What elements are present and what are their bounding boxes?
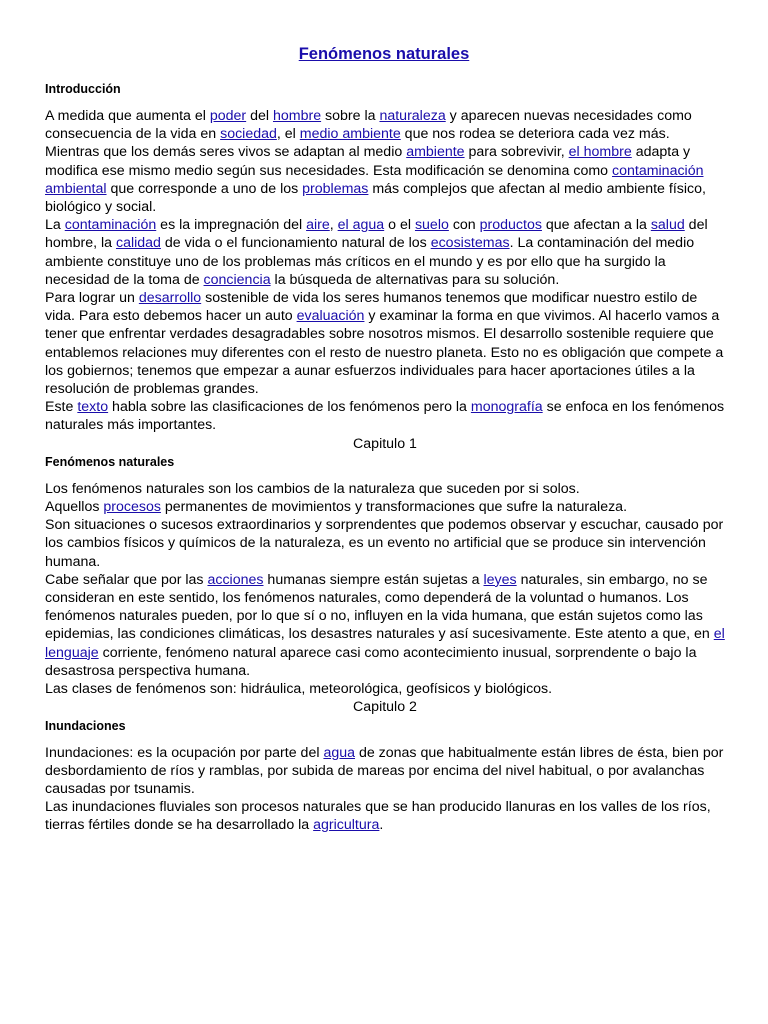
paragraph — [45, 680, 725, 698]
inline-link[interactable]: desarrollo — [138, 290, 202, 307]
inline-link[interactable]: acciones — [207, 571, 264, 588]
text-run: Este — [45, 399, 78, 416]
text-run: y examinar la forma en que vivimos. Al hacerlo vamos a tener que enfrentar verdades desagradables sobre nosotros mismos. El desarrollo sostenible requiere que entablemos relaciones muy diferentes con el resto de nuestro planeta. Esto no es obligación que compete a los gobiernos; tenemos que empezar a aunar esfuerzos individuales para hacer aportaciones útiles a la resolución de problemas grandes. — [45, 308, 724, 398]
inline-link[interactable]: problemas — [302, 180, 369, 197]
text-run: de zonas que habitualmente están libres de ésta, bien por desbordamiento de ríos y ramblas, por subida de mareas por encima del nivel habitual, o por avalanchas causadas por tsunamis. — [45, 744, 724, 797]
text-run: , el — [276, 126, 300, 143]
text-run: A medida que aumenta el — [45, 108, 210, 124]
paragraph — [45, 571, 725, 680]
text-run: , — [329, 217, 338, 234]
inline-link[interactable]: conciencia — [203, 271, 271, 288]
inline-link[interactable]: el hombre — [568, 144, 632, 161]
chapter-label: Capitulo 2 — [353, 699, 417, 716]
text-run: . La contaminación del medio ambiente constituye uno de los problemas más críticos en el mundo y es por ello que ha surgido la necesidad de la toma de — [45, 235, 695, 288]
paragraph — [45, 516, 725, 571]
inline-link[interactable]: contaminación ambiental — [45, 162, 704, 197]
text-run: Son situaciones o sucesos extraordinarios y sorprendentes que podemos observar y escuchar, causado por los cambios físicos y químicos de la naturaleza, es un evento no artificial que se produce sin intervención humana. — [45, 517, 724, 570]
inline-link[interactable]: agua — [323, 744, 355, 761]
paragraph — [45, 480, 725, 498]
text-run: Los fenómenos naturales son los cambios de la naturaleza que suceden por si solos. — [45, 480, 580, 497]
text-run: más complejos que afectan al medio ambiente físico, biológico y social. — [45, 180, 706, 216]
text-run: corriente, fenómeno natural aparece casi como acontecimiento inusual, sorprendente o bajo la desastrosa perspectiva humana. — [45, 644, 697, 679]
inline-link[interactable]: procesos — [103, 499, 161, 516]
paragraph — [45, 398, 725, 434]
inline-link[interactable]: evaluación — [296, 308, 365, 325]
paragraph — [45, 744, 725, 799]
page-title — [0, 45, 768, 64]
inline-link[interactable]: monografía — [470, 399, 543, 416]
inline-link[interactable]: hombre — [272, 108, 322, 124]
text-run: Las clases de fenómenos son: hidráulica, meteorológica, geofísicos y biológicos. — [45, 681, 553, 698]
inline-link[interactable]: ambiente — [406, 144, 465, 161]
paragraph — [45, 289, 725, 398]
text-run: del — [246, 108, 273, 124]
text-run: la búsqueda de alternativas para su solución. — [270, 271, 560, 288]
text-run: que afectan a la — [541, 217, 651, 234]
paragraph — [45, 107, 725, 216]
text-run: de vida o el funcionamiento natural de los — [160, 235, 431, 252]
text-run: naturales, sin embargo, no se consideran en este sentido, los fenómenos naturales, como dependerá de la voluntad o humanos. Los fenómenos naturales pueden, por lo que sí o no, influyen en la vida humana, que están sujetos como las epidemias, las condiciones climáticas, los desastres naturales y así sucesivamente. Este atento a que, en — [45, 571, 714, 643]
paragraph — [45, 216, 725, 289]
text-run: Aquellos — [45, 499, 104, 516]
section-heading: Introducción — [45, 82, 121, 96]
text-run: que nos rodea se deteriora cada vez más. Mientras que los demás seres vivos se adaptan al medio — [45, 126, 670, 161]
text-run: permanentes de movimientos y transformaciones que sufre la naturaleza. — [160, 499, 628, 516]
section-heading: Inundaciones — [45, 718, 126, 733]
text-run: Las inundaciones fluviales son procesos naturales que se han producido llanuras en los valles de los ríos, tierras fértiles donde se ha desarrollado la — [45, 799, 711, 834]
section-heading: Fenómenos naturales — [45, 454, 175, 469]
text-run: sobre la — [321, 108, 380, 124]
inline-link[interactable]: suelo — [414, 217, 449, 234]
text-run: Cabe señalar que por las — [45, 571, 208, 588]
heading-spacer — [45, 471, 725, 480]
inline-link[interactable]: leyes — [483, 571, 517, 588]
inline-link[interactable]: sociedad — [220, 126, 277, 143]
inline-link[interactable]: el agua — [337, 217, 385, 234]
inline-link[interactable]: el lenguaje — [45, 626, 725, 661]
text-run: humanas siempre están sujetas a — [263, 571, 484, 588]
inline-link[interactable]: contaminación — [64, 217, 157, 234]
heading-spacer — [45, 98, 725, 107]
paragraph — [45, 498, 725, 516]
text-run: del hombre, la — [45, 217, 708, 252]
text-run: para sobrevivir, — [464, 144, 569, 161]
text-run: o el — [384, 217, 415, 234]
text-run: adapta y modifica ese mismo medio según sus necesidades. Esta modificación se denomina como — [45, 144, 691, 179]
heading-spacer — [45, 735, 725, 744]
text-run: La — [45, 217, 65, 234]
inline-link[interactable]: medio ambiente — [299, 126, 401, 143]
inline-link[interactable]: salud — [650, 217, 685, 234]
text-run: con — [448, 217, 480, 234]
text-run: es la impregnación del — [156, 217, 307, 234]
title-link[interactable]: Fenómenos naturales — [298, 45, 470, 63]
inline-link[interactable]: naturaleza — [379, 108, 446, 124]
inline-link[interactable]: calidad — [115, 235, 161, 252]
inline-link[interactable]: poder — [209, 108, 247, 124]
chapter-label: Capitulo 1 — [353, 435, 417, 452]
inline-link[interactable]: productos — [479, 217, 542, 234]
inline-link[interactable]: aire — [306, 217, 330, 234]
text-run: que corresponde a uno de los — [106, 180, 303, 197]
inline-link[interactable]: texto — [77, 399, 109, 416]
text-run: . — [379, 817, 384, 834]
text-run: habla sobre las clasificaciones de los fenómenos pero la — [108, 399, 471, 416]
text-run: Inundaciones: es la ocupación por parte del — [45, 744, 324, 761]
text-run: se enfoca en los fenómenos naturales más importantes. — [45, 399, 725, 434]
text-run: y aparecen nuevas necesidades como consecuencia de la vida en — [45, 108, 692, 143]
paragraph — [45, 798, 725, 834]
text-run: Para lograr un — [45, 290, 139, 307]
inline-link[interactable]: ecosistemas — [430, 235, 510, 252]
document-body — [45, 80, 725, 835]
inline-link[interactable]: agricultura — [313, 817, 380, 834]
text-run: sostenible de vida los seres humanos tenemos que modificar nuestro estilo de vida. Para esto debemos hacer un auto — [45, 290, 698, 325]
